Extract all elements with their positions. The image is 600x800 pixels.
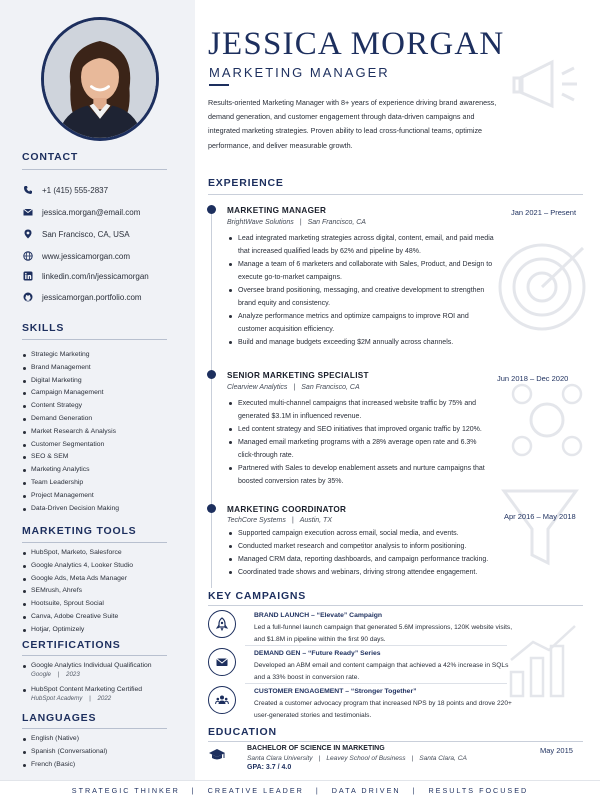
job-location: San Francisco, CA [301, 384, 360, 391]
experience-heading: EXPERIENCE [208, 177, 284, 189]
job-entry [227, 206, 582, 349]
tool-item: Hootsuite, Sprout Social [22, 598, 133, 611]
campaign-divider [245, 645, 507, 646]
title-underline [209, 84, 229, 86]
tools-list [22, 547, 133, 637]
timeline-dot [207, 504, 216, 513]
email-icon [22, 206, 34, 218]
job-bullet: Managed email marketing programs with a 28% average open rate and 6.3% click-through rate. [227, 436, 489, 462]
graduation-date: May 2015 [540, 746, 573, 755]
job-dates: Apr 2016 – May 2018 [504, 512, 576, 521]
tagline-separator: | [315, 786, 320, 795]
tool-item: Canva, Adobe Creative Suite [22, 611, 133, 624]
job-bullet: Partnered with Sales to develop enablement assets and nurture campaigns that boosted conversion rates by 35%. [227, 462, 489, 488]
education-heading: EDUCATION [208, 726, 277, 738]
tagline-separator: | [191, 786, 196, 795]
certifications-heading: CERTIFICATIONS [22, 639, 121, 651]
skill-item: Market Research & Analysis [22, 426, 119, 439]
skill-item: Customer Segmentation [22, 439, 119, 452]
job-bullet: Conducted market research and competitor analysis to inform positioning. [227, 540, 497, 553]
contact-portfolio [22, 291, 142, 303]
campaigns-divider [208, 605, 583, 606]
campaign-item [254, 650, 516, 684]
job-role: SENIOR MARKETING SPECIALIST [227, 371, 369, 380]
job-bullet: Lead integrated marketing strategies across digital, content, email, and paid media that increased qualified leads by 62% and pipeline by 48%. [227, 232, 497, 258]
portfolio-link[interactable]: jessicamorgan.portfolio.com [42, 292, 142, 302]
job-bullets [227, 397, 489, 488]
graduation-cap-icon [208, 748, 226, 762]
job-company-line: BrightWave Solutions | San Francisco, CA [227, 219, 366, 226]
timeline-dot [207, 370, 216, 379]
languages-divider [22, 728, 167, 729]
contact-heading: CONTACT [22, 151, 79, 163]
school-name: Leavey School of Business [326, 755, 406, 762]
tagline-item: STRATEGIC THINKER [71, 786, 180, 795]
job-bullet: Build and manage budgets exceeding $2M annually across channels. [227, 336, 497, 349]
people-icon [208, 686, 236, 714]
campaign-title: DEMAND GEN – “Future Ready” Series [254, 650, 381, 657]
linkedin-icon [22, 270, 34, 282]
globe-icon [22, 250, 34, 262]
certifications-divider [22, 655, 167, 656]
certification-item [22, 686, 142, 702]
tool-item: Google Ads, Meta Ads Manager [22, 573, 133, 586]
degree: BACHELOR OF SCIENCE IN MARKETING [247, 745, 385, 752]
professional-summary: Results-oriented Marketing Manager with 8+ years of experience driving brand awareness, demand generation, and customer engagement through data-driven campaigns and integrated marketing strategies. Proven ability to lead cross-functional teams, optimize performance, and deliver measurable growth. [208, 98, 497, 150]
skill-item: Demand Generation [22, 413, 119, 426]
job-bullet: Oversee brand positioning, messaging, and creative development to strengthen brand equity and consistency. [227, 284, 497, 310]
skill-item: Marketing Analytics [22, 464, 119, 477]
contact-linkedin [22, 270, 149, 282]
contact-website [22, 250, 130, 262]
school-line: Santa Clara University | Leavey School of Business | Santa Clara, CA [247, 755, 467, 762]
job-dates: Jan 2021 – Present [511, 208, 577, 217]
job-bullet: Led content strategy and SEO initiatives that improved organic traffic by 120%. [227, 423, 489, 436]
skill-item: SEO & SEM [22, 451, 119, 464]
candidate-name: JESSICA MORGAN [208, 26, 505, 62]
contact-email [22, 206, 140, 218]
education-divider [208, 741, 583, 742]
phone-text: +1 (415) 555-2837 [42, 185, 109, 195]
job-bullets [227, 527, 497, 579]
job-bullet: Manage a team of 6 marketers and collaborate with Sales, Product, and Design to execute go-to-market campaigns. [227, 258, 497, 284]
tools-heading: MARKETING TOOLS [22, 525, 137, 537]
footer-tagline [0, 780, 600, 800]
job-bullet: Managed CRM data, reporting dashboards, and campaign performance tracking. [227, 553, 497, 566]
skill-item: Team Leadership [22, 477, 119, 490]
languages-heading: LANGUAGES [22, 712, 97, 724]
skills-divider [22, 339, 167, 340]
tool-item: Hotjar, Optimizely [22, 624, 133, 637]
location-icon [22, 228, 34, 240]
certification-item [22, 662, 152, 678]
job-bullets [227, 232, 497, 349]
job-entry [227, 505, 582, 579]
job-bullet: Coordinated trade shows and webinars, driving strong attendee engagement. [227, 566, 497, 579]
tool-item: HubSpot, Marketo, Salesforce [22, 547, 133, 560]
skill-item: Strategic Marketing [22, 349, 119, 362]
github-icon [22, 291, 34, 303]
skill-item: Brand Management [22, 362, 119, 375]
sidebar [0, 0, 195, 780]
tool-item: SEMrush, Ahrefs [22, 585, 133, 598]
job-role: MARKETING MANAGER [227, 206, 327, 215]
job-entry [227, 371, 582, 488]
timeline-dot [207, 205, 216, 214]
certification-year: 2022 [97, 695, 112, 702]
job-role: MARKETING COORDINATOR [227, 505, 347, 514]
bar-chart-icon [505, 620, 585, 700]
linkedin-link[interactable]: linkedin.com/in/jessicamorgan [42, 271, 149, 281]
job-location: Austin, TX [299, 517, 332, 524]
experience-timeline [211, 208, 212, 588]
skills-list [22, 349, 119, 515]
job-bullet: Supported campaign execution across email, social media, and events. [227, 527, 497, 540]
certification-issuer: Google [31, 671, 51, 678]
campaign-divider [245, 683, 507, 684]
certification-year: 2023 [66, 671, 80, 678]
rocket-icon [208, 610, 236, 638]
location-text: San Francisco, CA, USA [42, 229, 130, 239]
profile-photo [41, 17, 159, 141]
portrait-illustration [44, 20, 156, 138]
skill-item: Campaign Management [22, 387, 119, 400]
job-bullet: Analyze performance metrics and optimize campaigns to improve ROI and customer acquisition efficiency. [227, 310, 497, 336]
skill-item: Data-Driven Decision Making [22, 503, 119, 516]
tagline-item: DATA DRIVEN [331, 786, 401, 795]
certification-meta: HubSpot Academy | 2022 [31, 695, 112, 702]
tagline-separator: | [412, 786, 417, 795]
job-company-line: TechCore Systems | Austin, TX [227, 517, 332, 524]
website-link[interactable]: www.jessicamorgan.com [42, 251, 131, 261]
certification-name: Google Analytics Individual Qualification [22, 662, 152, 669]
certification-meta: Google | 2023 [31, 671, 80, 678]
job-dates: Jun 2018 – Dec 2020 [497, 374, 569, 383]
job-company: Clearview Analytics [227, 384, 288, 391]
contact-divider [22, 169, 167, 170]
email-link[interactable]: jessica.morgan@email.com [42, 207, 141, 217]
candidate-title: MARKETING MANAGER [209, 65, 390, 80]
campaign-description: Created a customer advocacy program that increased NPS by 18 points and drove 220+ user-generated stories and testimonials. [254, 700, 512, 719]
phone-icon [22, 184, 34, 196]
tools-divider [22, 542, 167, 543]
university: Santa Clara University [247, 755, 313, 762]
language-item: English (Native) [22, 733, 107, 746]
campaign-item [254, 688, 516, 722]
certification-name: HubSpot Content Marketing Certified [22, 686, 142, 693]
campaign-title: CUSTOMER ENGAGEMENT – “Stronger Together” [254, 688, 417, 695]
job-company: TechCore Systems [227, 517, 286, 524]
contact-location [22, 228, 130, 240]
experience-divider [208, 194, 583, 195]
contact-phone [22, 184, 108, 196]
tagline-item: CREATIVE LEADER [207, 786, 304, 795]
campaign-description: Developed an ABM email and content campaign that achieved a 42% increase in SQLs and a 33% boost in conversion rate. [254, 662, 509, 681]
campaigns-heading: KEY CAMPAIGNS [208, 590, 307, 602]
gpa: GPA: 3.7 / 4.0 [247, 764, 292, 771]
megaphone-icon [512, 50, 587, 120]
school-location: Santa Clara, CA [419, 755, 467, 762]
tool-item: Google Analytics 4, Looker Studio [22, 560, 133, 573]
job-company: BrightWave Solutions [227, 219, 294, 226]
job-company-line: Clearview Analytics | San Francisco, CA [227, 384, 360, 391]
education-entry [247, 745, 467, 771]
skills-heading: SKILLS [22, 322, 65, 334]
tagline-item: RESULTS FOCUSED [428, 786, 529, 795]
job-bullet: Executed multi-channel campaigns that increased website traffic by 75% and generated $3.1M in influenced revenue. [227, 397, 489, 423]
campaign-item [254, 612, 516, 646]
skill-item: Project Management [22, 490, 119, 503]
languages-list [22, 733, 107, 771]
job-location: San Francisco, CA [307, 219, 366, 226]
campaign-description: Led a full-funnel launch campaign that generated 5.6M impressions, 120K website visits, and $1.8M in pipeline within the first 90 days. [254, 624, 513, 643]
campaign-title: BRAND LAUNCH – “Elevate” Campaign [254, 612, 383, 619]
language-item: Spanish (Conversational) [22, 746, 107, 759]
skill-item: Content Strategy [22, 400, 119, 413]
certification-issuer: HubSpot Academy [31, 695, 83, 702]
language-item: French (Basic) [22, 759, 107, 772]
envelope-icon [208, 648, 236, 676]
skill-item: Digital Marketing [22, 375, 119, 388]
